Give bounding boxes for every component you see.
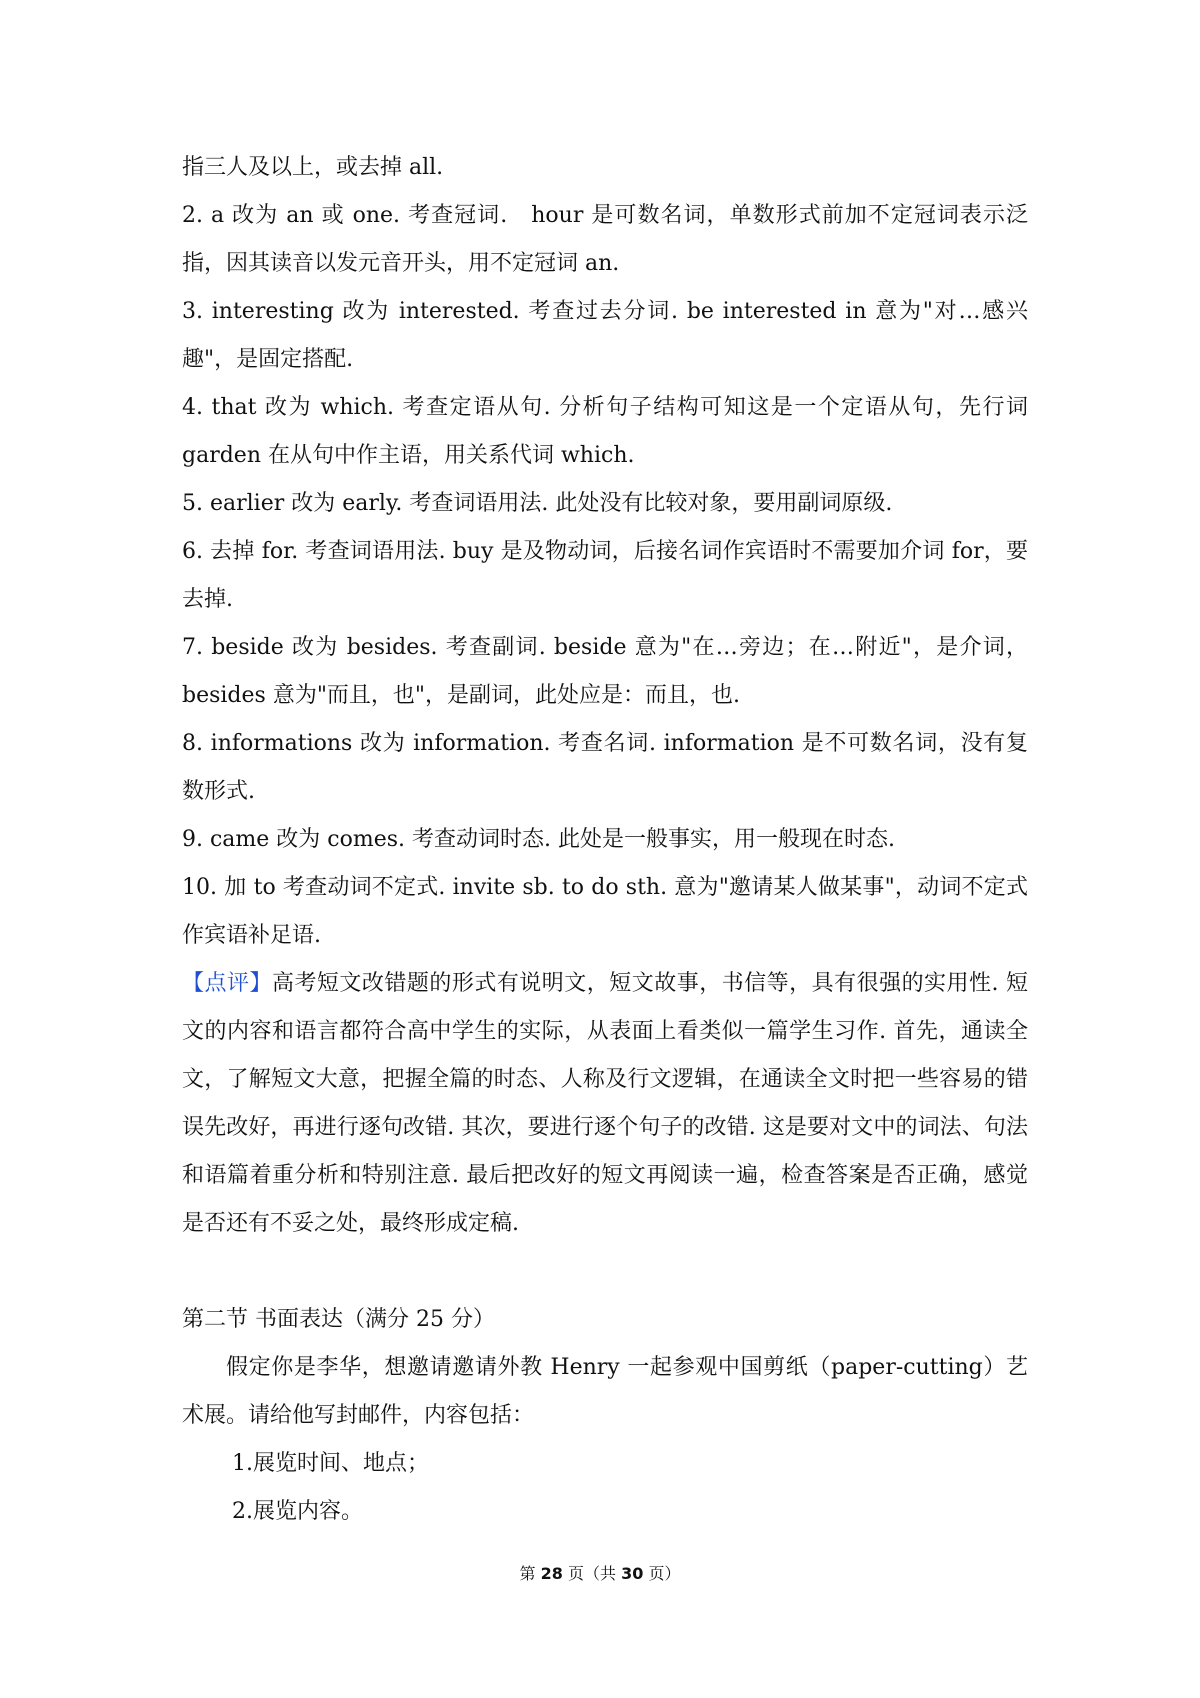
requirement-item-2: 2.展览内容。 xyxy=(232,1499,363,1524)
answer-2: 2. a 改为 an 或 one. 考查冠词. hour 是可数名词，单数形式前加不定冠词表示泛指，因其读音以发元音开头，用不定冠词 an. xyxy=(182,203,1028,276)
answer-4: 4. that 改为 which. 考查定语从句. 分析句子结构可知这是一个定语从句，先行词 garden 在从句中作主语，用关系代词 which. xyxy=(182,395,1028,468)
section-gap xyxy=(182,1248,1028,1296)
answer-10: 10. 加 to 考查动词不定式. invite sb. to do sth. 意为"邀请某人做某事"，动词不定式作宾语补足语. xyxy=(182,875,1028,948)
answer-8: 8. informations 改为 information. 考查名词. information 是不可数名词，没有复数形式. xyxy=(182,731,1028,804)
answer-6: 6. 去掉 for. 考查词语用法. buy 是及物动词，后接名词作宾语时不需要加介词 for，要去掉. xyxy=(182,539,1028,612)
footer-suffix: 页） xyxy=(643,1564,681,1583)
comment-tag: 【点评】 xyxy=(182,971,272,996)
page-content xyxy=(182,144,1028,1536)
footer-middle: 页（共 xyxy=(562,1564,622,1583)
total-page-number: 30 xyxy=(621,1564,644,1583)
comment-text: 高考短文改错题的形式有说明文，短文故事，书信等，具有很强的实用性. 短文的内容和语言都符合高中学生的实际，从表面上看类似一篇学生习作. 首先，通读全文，了解短文大意，把握全篇的时态、人称及行文逻辑，在通读全文时把一些容易的错误先改好，再进行逐句改错. 其次，要进行逐个句子的改错. 这是要对文中的词法、句法和语篇着重分析和特别注意. 最后把改好的短文再阅读一遍，检查答案是否正确，感觉是否还有不妥之处，最终形成定稿. xyxy=(182,971,1028,1236)
current-page-number: 28 xyxy=(540,1564,563,1583)
comment-paragraph xyxy=(182,960,1028,1248)
answer-5: 5. earlier 改为 early. 考查词语用法. 此处没有比较对象，要用副词原级. xyxy=(182,491,893,516)
section-heading: 第二节 书面表达（满分 25 分） xyxy=(182,1307,495,1332)
writing-prompt: 假定你是李华，想邀请邀请外教 Henry 一起参观中国剪纸（paper-cutting）艺术展。请给他写封邮件，内容包括： xyxy=(182,1355,1028,1428)
page-footer xyxy=(0,1562,1200,1586)
answer-9: 9. came 改为 comes. 考查动词时态. 此处是一般事实，用一般现在时态. xyxy=(182,827,895,852)
answer-3: 3. interesting 改为 interested. 考查过去分词. be interested in 意为"对…感兴趣"，是固定搭配. xyxy=(182,299,1028,372)
footer-prefix: 第 xyxy=(519,1564,541,1583)
answer-7: 7. beside 改为 besides. 考查副词. beside 意为"在…旁边；在…附近"，是介词，besides 意为"而且，也"，是副词，此处应是：而且，也. xyxy=(182,635,1028,708)
answer-continuation: 指三人及以上，或去掉 all. xyxy=(182,155,444,180)
requirement-item-1: 1.展览时间、地点； xyxy=(232,1451,429,1476)
